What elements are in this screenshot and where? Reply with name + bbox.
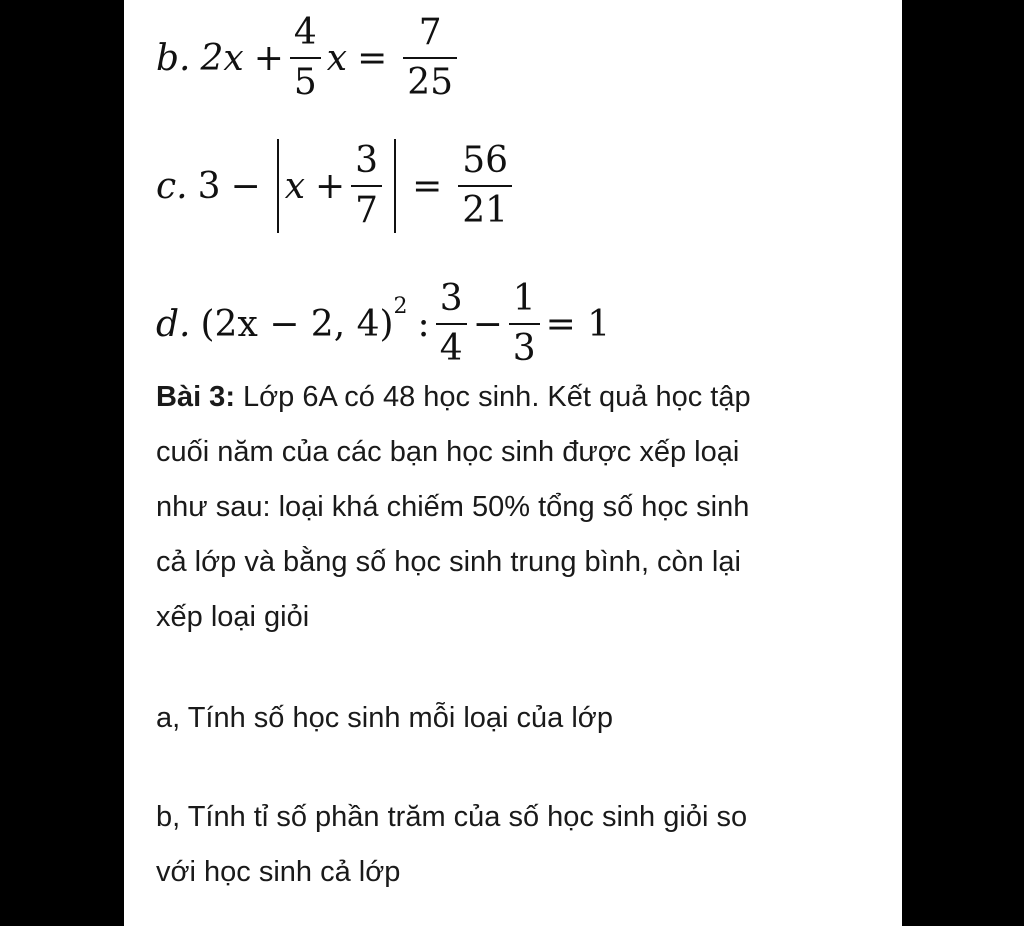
question-a-text: a, Tính số học sinh mỗi loại của lớp — [156, 702, 613, 734]
question-b-line-2: với học sinh cả lớp — [156, 856, 401, 888]
bai3-title: Bài 3: — [156, 381, 235, 413]
eq-b-var: x — [326, 37, 348, 79]
eq-c-var: x — [284, 165, 305, 207]
eq-d-frac1-den: 4 — [439, 328, 463, 369]
eq-c-rhs-num: 56 — [462, 140, 509, 181]
eq-c-three: 3 — [197, 165, 221, 207]
eq-c-rhs-den: 21 — [462, 190, 509, 231]
eq-d-frac2-den: 3 — [512, 328, 536, 369]
question-b-line-1: b, Tính tỉ số phần trăm của số học sinh giỏi so — [156, 801, 748, 833]
abs-right-bar — [394, 139, 396, 233]
eq-b-lhs: 2x — [200, 37, 244, 79]
document-page — [124, 0, 902, 926]
eq-b-rhs-fraction — [403, 12, 457, 103]
bai3-line-1: Lớp 6A có 48 học sinh. Kết quả học tập — [234, 381, 751, 413]
eq-d-frac1-num: 3 — [439, 278, 463, 319]
paragraph-line — [156, 370, 876, 425]
eq-d-exponent: 2 — [393, 293, 408, 319]
bai3-line-5: xếp loại giỏi — [156, 601, 310, 633]
eq-d-label: d. — [156, 303, 191, 345]
eq-d-fraction-2 — [509, 278, 540, 369]
eq-c-frac-num: 3 — [355, 140, 379, 181]
eq-b-fraction — [290, 12, 321, 103]
bai3-line-4: cả lớp và bằng số học sinh trung bình, còn lại — [156, 546, 741, 578]
eq-c-rhs-fraction — [458, 140, 512, 231]
eq-b-frac-num: 4 — [293, 12, 317, 53]
abs-left-bar — [277, 139, 279, 233]
question-b — [156, 790, 876, 900]
eq-c-label: c. — [156, 165, 188, 207]
eq-b-frac-den: 5 — [293, 62, 317, 103]
eq-b-equals: = — [357, 37, 388, 79]
question-a — [156, 691, 876, 746]
eq-d-equals: = 1 — [545, 303, 611, 345]
eq-c-minus: − — [230, 165, 261, 207]
bai3-paragraph — [156, 370, 876, 645]
bai3-line-3: như sau: loại khá chiếm 50% tổng số học sinh — [156, 491, 750, 523]
eq-d-colon: : — [417, 303, 430, 345]
equation-d — [156, 274, 610, 374]
eq-d-fraction-1 — [436, 278, 467, 369]
eq-c-fraction — [351, 140, 382, 231]
eq-c-plus: + — [315, 165, 346, 207]
eq-d-minus: − — [472, 303, 503, 345]
eq-c-frac-den: 7 — [355, 190, 379, 231]
eq-d-paren: (2x − 2, 4) — [200, 303, 394, 345]
eq-b-rhs-den: 25 — [407, 62, 454, 103]
eq-b-label: b. — [156, 37, 191, 79]
eq-c-equals: = — [412, 165, 443, 207]
eq-d-frac2-num: 1 — [512, 278, 536, 319]
equation-b — [156, 8, 463, 108]
eq-b-plus: + — [253, 37, 284, 79]
bai3-line-2: cuối năm của các bạn học sinh được xếp loại — [156, 436, 740, 468]
eq-b-rhs-num: 7 — [418, 12, 442, 53]
equation-c — [156, 136, 518, 236]
